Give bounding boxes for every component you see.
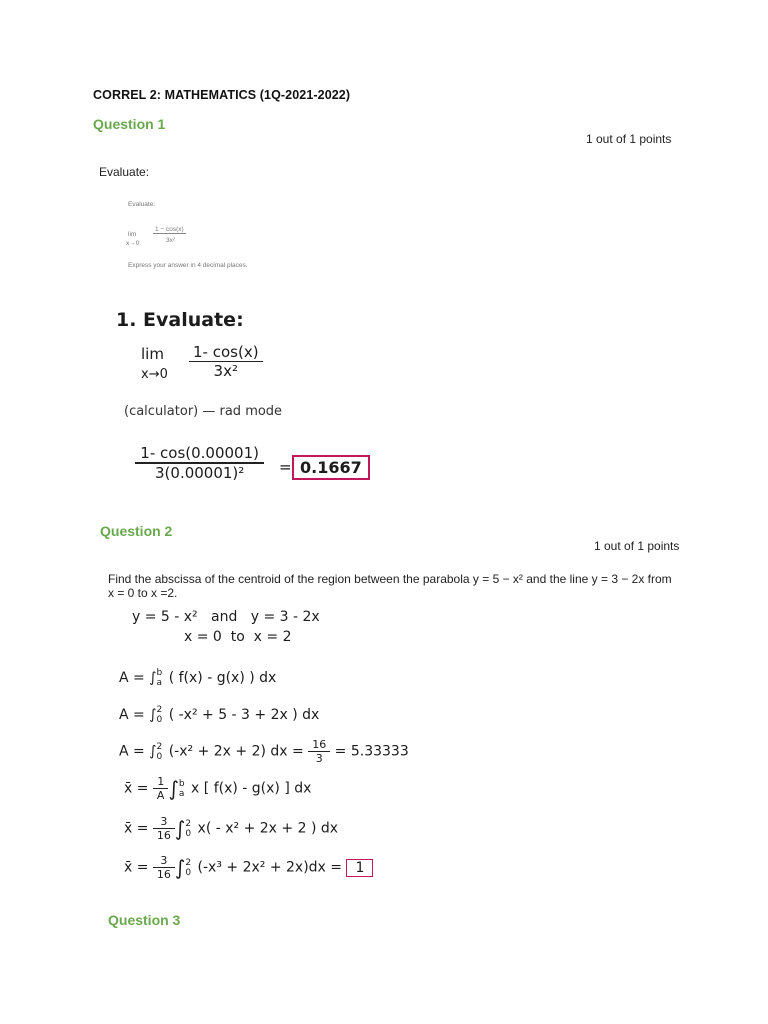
embedded-denominator: 3x² — [166, 237, 176, 244]
q2-hw-area-frac-den: 3 — [308, 751, 330, 765]
q2-hw-xbar-fin-upper: 2 — [185, 857, 192, 868]
embedded-numerator: 1 − cos(x) — [155, 226, 184, 233]
q2-hw-xbar-definition: x̄ = $\frac{1}{A}$ ∫ b a x [ f(x) - g(x) ] dx — [124, 775, 312, 802]
q1-hw-answer-box — [292, 455, 370, 480]
question-1-prompt: Evaluate: — [99, 165, 150, 179]
q2-hw-equals: = — [330, 859, 343, 876]
q2-hw-area-sub-label: A = ∫ — [119, 707, 157, 723]
q1-hw-lim: lim — [141, 345, 164, 363]
question-2-points: 1 out of 1 points — [594, 539, 680, 553]
q2-hw-area-val-lower: 0 — [156, 751, 163, 762]
q1-hw-calc-fraction — [135, 444, 264, 482]
q2-hw-xbar-fin-frac-den: 16 — [153, 867, 175, 881]
q2-hw-xbar-sub-frac-den: 16 — [153, 828, 175, 842]
q2-hw-area-val-integrand: (-x² + 2x + 2) dx = — [168, 743, 304, 760]
q2-hw-area-val-label: A = ∫ — [119, 743, 157, 760]
q2-hw-area-val-upper: 2 — [156, 741, 163, 752]
q2-hw-area-label: A = ∫ — [119, 670, 157, 686]
q2-hw-xbar-def-frac-num: 1 — [157, 775, 165, 788]
q1-hw-equals: = — [279, 458, 292, 476]
q2-hw-xbar-def-label: x̄ = — [124, 780, 149, 797]
embedded-lim-word: lim — [128, 231, 137, 238]
q2-hw-xbar-sub-label: x̄ = — [124, 820, 149, 837]
q2-hw-area-value — [119, 738, 409, 765]
q2-hw-xbar-final: x̄ = $\frac{3}{16}$ ∫ 2 0 (-x³ + 2x² + 2x)dx = 1 — [124, 854, 373, 881]
q2-hw-xbar-sub-lower: 0 — [185, 828, 192, 839]
q2-hw-xbar-def-integrand: x [ f(x) - g(x) ] dx — [191, 780, 312, 797]
q2-hw-xbar-fin-integrand: (-x³ + 2x² + 2x)dx — [197, 859, 326, 876]
q2-hw-area-upper: b — [156, 668, 163, 678]
question-2-prompt: Find the abscissa of the centroid of the region between the parabola y = 5 − x² and the line y = 3 − 2x from x = 0 to x =2. — [108, 572, 672, 600]
q2-hw-xbar-fin-label: x̄ = — [124, 859, 149, 876]
q2-hw-xbar-def-upper: b — [178, 778, 185, 789]
question-1-embedded-image — [126, 200, 266, 272]
q2-hw-area-substitution — [119, 705, 319, 725]
q2-hw-xbar-substitution: x̄ = $\frac{3}{16}$ ∫ 2 0 x( - x² + 2x + 2 ) dx — [124, 815, 339, 842]
q2-hw-xbar-sub-integrand: x( - x² + 2x + 2 ) dx — [197, 820, 339, 837]
q2-hw-xbar-sub-frac-num: 3 — [160, 815, 168, 828]
embedded-evaluate-label: Evaluate: — [128, 201, 156, 208]
q2-hw-bounds: x = 0 to x = 2 — [184, 629, 292, 645]
q2-hw-area-lower: a — [156, 678, 163, 688]
q1-hw-calc-denominator: 3(0.00001)² — [135, 462, 264, 482]
q2-hw-area-sub-upper: 2 — [156, 705, 163, 715]
q1-hw-calculator-note: (calculator) — rad mode — [124, 404, 283, 419]
q2-hw-xbar-fin-lower: 0 — [185, 867, 192, 878]
q1-hw-step-title: 1. Evaluate: — [116, 309, 244, 331]
q1-hw-fraction — [189, 343, 263, 380]
embedded-instruction: Express your answer in 4 decimal places. — [128, 262, 248, 269]
q1-hw-lim-sub: x→0 — [141, 367, 168, 382]
q1-hw-numerator: 1- cos(x) — [193, 343, 259, 361]
q2-hw-xbar-sub-upper: 2 — [185, 818, 192, 829]
q2-hw-xbar-def-lower: a — [178, 788, 185, 799]
q2-hw-area-sub-lower: 0 — [156, 715, 163, 725]
q1-hw-answer: 0.1667 — [292, 455, 370, 480]
q2-hw-xbar-fin-frac-num: 3 — [160, 854, 168, 867]
q1-hw-denominator: 3x² — [189, 361, 263, 380]
q2-hw-area-frac-num: 16 — [312, 738, 327, 751]
q2-hw-given-functions: y = 5 - x² and y = 3 - 2x — [132, 609, 320, 625]
question-1-points: 1 out of 1 points — [586, 132, 672, 146]
question-3-heading: Question 3 — [108, 912, 181, 928]
q2-hw-answer: 1 — [346, 859, 373, 877]
q2-hw-area-sub-integrand: ( -x² + 5 - 3 + 2x ) dx — [168, 707, 320, 723]
question-1-heading: Question 1 — [93, 116, 166, 132]
document-title: CORREL 2: MATHEMATICS (1Q-2021-2022) — [93, 88, 351, 102]
q1-hw-calc-numerator: 1- cos(0.00001) — [140, 444, 259, 462]
q2-hw-xbar-def-frac-den: A — [153, 788, 169, 802]
q2-hw-area-integrand: ( f(x) - g(x) ) dx — [168, 670, 277, 686]
q2-hw-area-definition — [119, 668, 276, 688]
embedded-lim-sub: x→0 — [126, 240, 140, 247]
question-2-heading: Question 2 — [100, 523, 173, 539]
q2-hw-area-result: = 5.33333 — [334, 743, 409, 760]
